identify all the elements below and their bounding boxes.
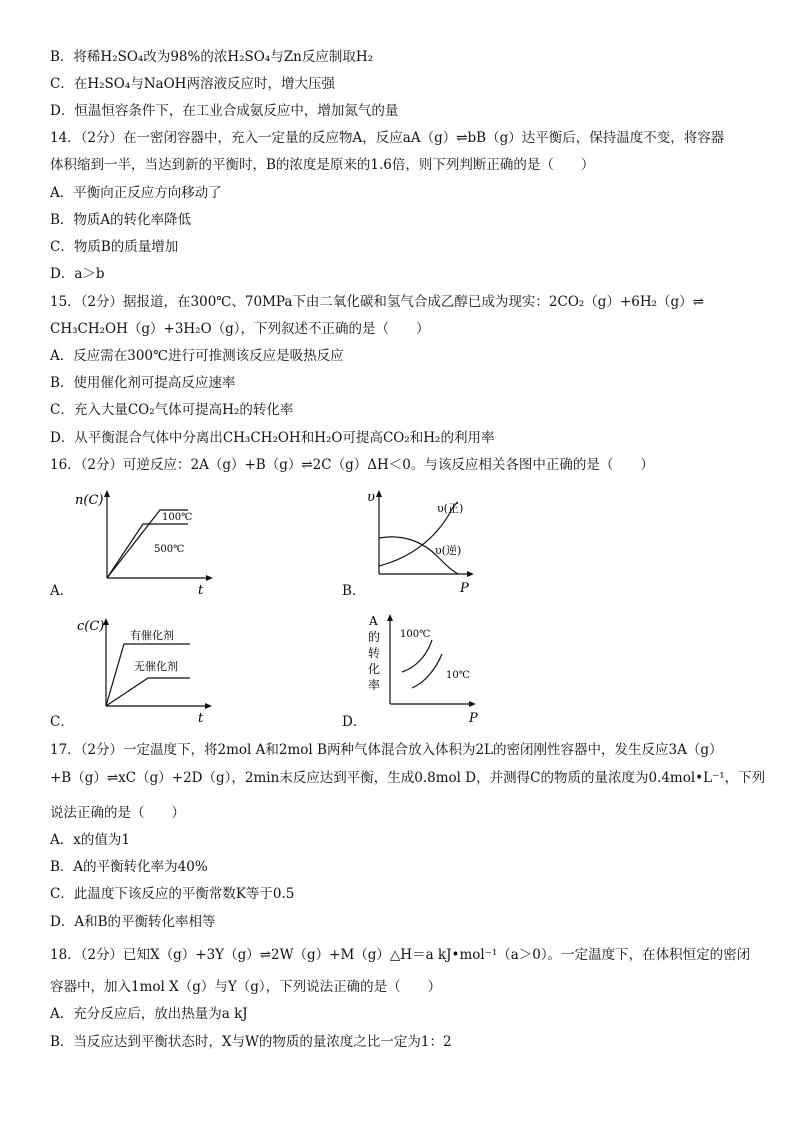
q16-option-b-label: B． bbox=[342, 583, 366, 599]
q18-option-b: B．当反应达到平衡状态时，X与W的物质的量浓度之比一定为1：2 bbox=[50, 1034, 452, 1050]
q16-option-c-label: C． bbox=[50, 714, 74, 730]
q14-stem-line1: 14．（2分）在一密闭容器中，充入一定量的反应物A，反应aA（g）⇌bB（g）达平衡后，保持温度不变，将容器 bbox=[50, 130, 725, 146]
q13-option-d: D．恒温恒容条件下，在工业合成氨反应中，增加氮气的量 bbox=[50, 103, 399, 119]
q14-option-a: A．平衡向正反应方向移动了 bbox=[50, 185, 222, 201]
q15-option-d: D．从平衡混合气体中分离出CH₃CH₂OH和H₂O可提高CO₂和H₂的利用率 bbox=[50, 430, 495, 446]
q17-option-d: D．A和B的平衡转化率相等 bbox=[50, 914, 216, 930]
q15-option-a: A．反应需在300℃进行可推测该反应是吸热反应 bbox=[50, 348, 344, 364]
q16-figure-d bbox=[364, 610, 494, 726]
q15-option-b: B．使用催化剂可提高反应速率 bbox=[50, 375, 236, 391]
q16-figure-c bbox=[72, 614, 222, 724]
figure-d-curve-100: 100℃ bbox=[400, 629, 431, 640]
q17-stem-line2: +B（g）⇌xC（g）+2D（g），2min末反应达到平衡，生成0.8mol D，并测得C的物质的量浓度为0.4mol•L⁻¹，下列 bbox=[50, 770, 766, 786]
figure-b-ylabel: υ bbox=[367, 490, 375, 505]
q13-option-c: C．在H₂SO₄与NaOH两溶液反应时，增大压强 bbox=[50, 76, 335, 92]
q17-stem-line1: 17．（2分）一定温度下，将2mol A和2mol B两种气体混合放入体积为2L的密闭刚性容器中，发生反应3A（g） bbox=[50, 742, 723, 758]
figure-d-ylabel-5: 率 bbox=[368, 678, 381, 692]
q16-option-d-label: D． bbox=[342, 714, 367, 730]
figure-d-curve-10: 10℃ bbox=[446, 670, 470, 681]
q16-figure-a bbox=[70, 488, 220, 598]
q16-figure-b bbox=[362, 486, 492, 598]
q17-stem-line3: 说法正确的是（ ） bbox=[50, 805, 185, 821]
q15-stem-line1: 15．（2分）据报道，在300℃、70MPa下由二氧化碳和氢气合成乙醇已成为现实：2CO₂（g）+6H₂（g）⇌ bbox=[50, 294, 704, 310]
q14-option-c: C．物质B的质量增加 bbox=[50, 239, 179, 255]
figure-a-ylabel: n(C) bbox=[75, 493, 104, 508]
figure-c-xlabel: t bbox=[198, 711, 204, 724]
figure-b-curve-forward: υ(正) bbox=[437, 502, 464, 515]
q15-option-c: C．充入大量CO₂气体可提高H₂的转化率 bbox=[50, 402, 294, 418]
figure-b-xlabel: P bbox=[460, 581, 469, 596]
q14-stem-line2: 体积缩到一半，当达到新的平衡时，B的浓度是原来的1.6倍，则下列判断正确的是（ ） bbox=[50, 157, 595, 173]
q17-option-a: A．x的值为1 bbox=[50, 832, 130, 848]
q14-option-d: D．a＞b bbox=[50, 266, 105, 282]
q17-option-b: B．A的平衡转化率为40% bbox=[50, 859, 208, 875]
q16-option-a-label: A． bbox=[50, 583, 74, 599]
q16-stem: 16．（2分）可逆反应：2A（g）+B（g）⇌2C（g）ΔH＜0。与该反应相关各图中正确的是（ ） bbox=[50, 457, 654, 473]
figure-d-ylabel-1: A bbox=[369, 614, 378, 628]
figure-d-ylabel-3: 转 bbox=[368, 646, 381, 660]
q15-stem-line2: CH₃CH₂OH（g）+3H₂O（g），下列叙述不正确的是（ ） bbox=[50, 321, 430, 337]
q17-option-c: C．此温度下该反应的平衡常数K等于0.5 bbox=[50, 886, 295, 902]
q13-option-b: B．将稀H₂SO₄改为98%的浓H₂SO₄与Zn反应制取H₂ bbox=[50, 49, 374, 65]
figure-a-curve-500: 500℃ bbox=[154, 544, 185, 555]
figure-a-xlabel: t bbox=[198, 583, 204, 598]
figure-a-curve-100: 100℃ bbox=[162, 512, 193, 523]
figure-d-xlabel: P bbox=[469, 711, 478, 726]
q18-stem-line2: 容器中，加入1mol X（g）与Y（g），下列说法正确的是（ ） bbox=[50, 979, 442, 995]
figure-d-ylabel-2: 的 bbox=[368, 630, 381, 644]
q14-option-b: B．物质A的转化率降低 bbox=[50, 212, 192, 228]
figure-b-curve-reverse: υ(逆) bbox=[435, 544, 462, 557]
figure-c-ylabel: c(C) bbox=[77, 619, 105, 634]
figure-c-curve-catalyst: 有催化剂 bbox=[130, 629, 174, 642]
figure-d-ylabel-4: 化 bbox=[368, 662, 381, 676]
q18-option-a: A．充分反应后，放出热量为a kJ bbox=[50, 1006, 248, 1022]
figure-c-curve-no-catalyst: 无催化剂 bbox=[134, 660, 178, 673]
q18-stem-line1: 18．（2分）已知X（g）+3Y（g）⇌2W（g）+M（g）△H＝a kJ•mol⁻¹（a＞0）。一定温度下，在体积恒定的密闭 bbox=[50, 947, 751, 963]
